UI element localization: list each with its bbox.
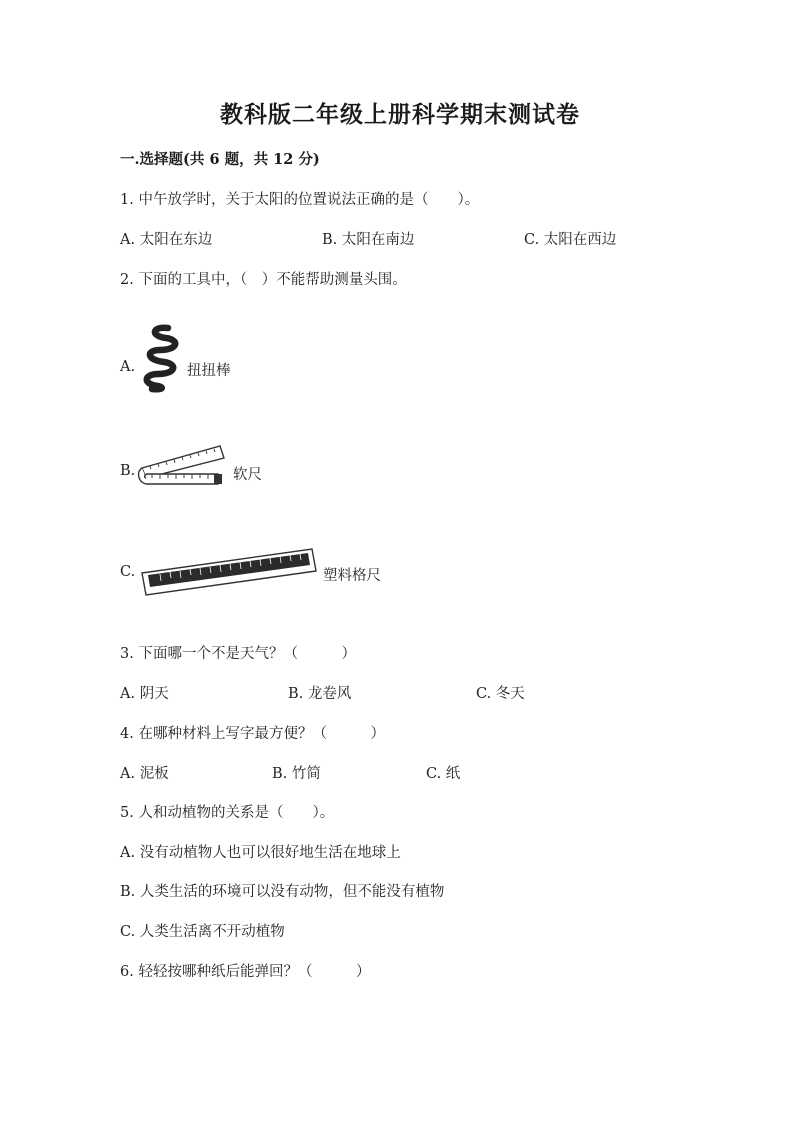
q1-option-c: C. 太阳在西边 [524,232,617,248]
twisty-stick-icon [138,322,184,394]
question-4-stem: 4. 在哪种材料上写字最方便？（ ） [120,726,385,742]
q3-option-c: C. 冬天 [476,686,525,702]
question-1-stem: 1. 中午放学时，关于太阳的位置说法正确的是（ ）。 [120,192,480,208]
q2-option-c-label: 塑料格尺 [323,568,381,584]
question-2-stem: 2. 下面的工具中，（ ）不能帮助测量头围。 [120,272,407,288]
plastic-ruler-icon [140,545,318,597]
question-5-stem: 5. 人和动植物的关系是（ ）。 [120,805,335,821]
q1-option-b: B. 太阳在南边 [322,232,415,248]
tape-measure-icon [136,438,230,494]
q3-option-a: A. 阴天 [120,686,169,702]
q5-option-a: A. 没有动植物人也可以很好地生活在地球上 [120,845,401,861]
q2-option-b-label: 软尺 [233,467,262,483]
exam-title: 教科版二年级上册科学期末测试卷 [220,101,580,128]
question-3-stem: 3. 下面哪一个不是天气？（ ） [120,646,356,662]
q2-option-a-letter: A. [120,359,136,375]
q5-option-b: B. 人类生活的环境可以没有动物，但不能没有植物 [120,884,445,900]
q2-option-c-letter: C. [120,564,136,580]
q5-option-c: C. 人类生活离不开动植物 [120,924,285,940]
question-6-stem: 6. 轻轻按哪种纸后能弹回？（ ） [120,964,371,980]
q2-option-b-letter: B. [120,463,136,479]
q4-option-c: C. 纸 [426,766,461,782]
q2-option-a-label: 扭扭棒 [187,363,231,379]
q4-option-b: B. 竹简 [272,766,321,782]
q4-option-a: A. 泥板 [120,766,169,782]
q1-option-a: A. 太阳在东边 [120,232,213,248]
q3-option-b: B. 龙卷风 [288,686,352,702]
section-heading: 一.选择题(共 6 题，共 12 分) [120,151,320,168]
